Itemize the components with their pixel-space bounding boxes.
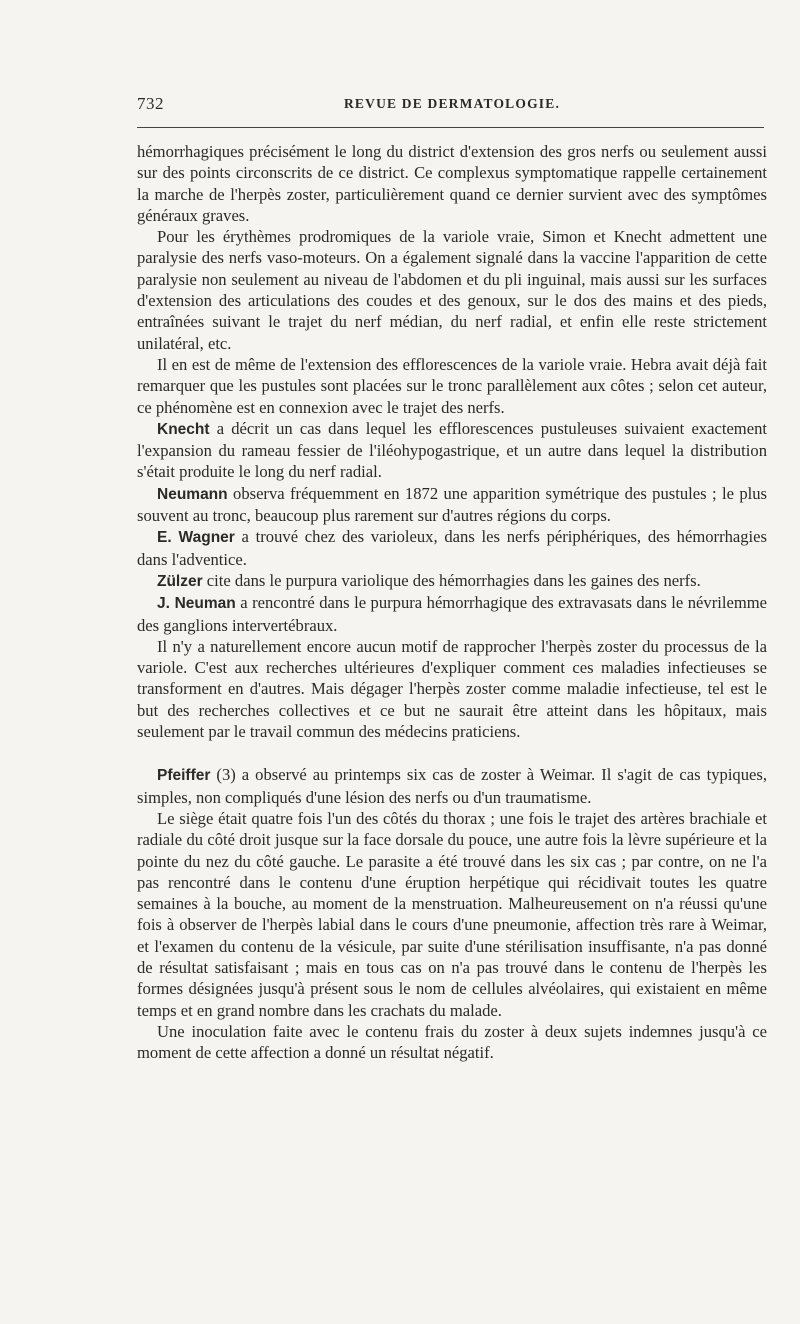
paragraph — [137, 808, 767, 1021]
paragraph-text: Pour les érythèmes prodromiques de la variole vraie, Simon et Knecht admettent une paralysie des nerfs vaso-moteurs. On a également signalé dans la vaccine l'apparition de cette paralysie non seulement au niveau de l'abdomen et du pli inguinal, mais aussi sur les surfaces d'extension des articulations des coudes et des genoux, sur le dos des mains et des pieds, entraînées suivant le trajet du nerf médian, du nerf radial, et enfin elle reste strictement unilatéral, etc. — [137, 227, 767, 353]
paragraph-text: (3) a observé au printemps six cas de zoster à Weimar. Il s'agit de cas typiques, simples, non compliqués d'une lésion des nerfs ou d'un traumatisme. — [137, 765, 767, 807]
paragraph-text: hémorrhagiques précisément le long du district d'extension des gros nerfs ou seulement aussi sur des points circonscrits de ce district. Ce complexus symptomatique rappelle certainement la marche de l'herpès zoster, particulièrement quand ce dernier survient avec des symptômes généraux graves. — [137, 142, 767, 225]
author-name: Neumann — [157, 485, 228, 503]
paragraph — [137, 354, 767, 418]
paragraph — [137, 226, 767, 354]
page-number: 732 — [137, 94, 164, 113]
paragraph — [137, 570, 767, 592]
paragraph-text: a rencontré dans le purpura hémorrhagique des extravasats dans le névrilemme des ganglions intervertébraux. — [137, 593, 767, 635]
section-gap — [137, 742, 767, 764]
paragraph — [137, 1021, 767, 1064]
author-name: E. Wagner — [157, 529, 235, 547]
paragraph-text: Le siège était quatre fois l'un des côtés du thorax ; une fois le trajet des artères brachiale et radiale du côté droit jusque sur la face dorsale du pouce, une autre fois la lèvre supérieure et la pointe du nez du côté gauche. Le parasite a été trouvé dans les six cas ; par contre, on ne l'a pas rencontré dans le contenu d'une éruption herpétique qui récidivait toutes les quatre semaines à la bouche, au moment de la menstruation. Malheureusement on n'a réussi qu'une fois à observer de l'herpès labial dans le cours d'une pneumonie, affection très rare à Weimar, et l'examen du contenu de la vésicule, par suite d'une stérilisation insuffisante, n'a pas donné de résultat satisfaisant ; mais en tous cas on n'a pas trouvé dans le contenu de l'herpès les formes désignées jusqu'à présent sous le nom de cellules alvéolaires, qui existaient en même temps et en grand nombre dans les crachats du malade. — [137, 808, 767, 1020]
author-name: Zülzer — [157, 572, 203, 590]
journal-title: REVUE DE DERMATOLOGIE. — [343, 96, 561, 111]
paragraph-text: observa fréquemment en 1872 une apparition symétrique des pustules ; le plus souvent au tronc, beaucoup plus rarement sur d'autres régions du corps. — [137, 483, 767, 526]
article-body — [137, 141, 767, 1063]
author-name: J. Neuman — [157, 595, 236, 613]
paragraph — [137, 636, 767, 742]
running-head — [137, 94, 767, 116]
paragraph-text: a trouvé chez des varioleux, dans les nerfs périphériques, des hémorrhagies dans l'adventice. — [137, 527, 767, 569]
paragraph — [137, 483, 767, 527]
paragraph — [137, 764, 767, 808]
paragraph — [137, 418, 767, 483]
author-name: Pfeiffer — [157, 767, 211, 785]
paragraph — [137, 592, 767, 636]
paragraph — [137, 526, 767, 570]
paragraph-text: Il en est de même de l'extension des efflorescences de la variole vraie. Hebra avait déjà fait remarquer que les pustules sont placées sur le tronc parallèlement aux côtes ; selon cet auteur, ce phénomène est en connexion avec le trajet des nerfs. — [137, 354, 767, 417]
paragraph-text: a décrit un cas dans lequel les efflorescences pustuleuses suivaient exactement l'expansion du rameau fessier de l'iléohypogastrique, et un autre dans lequel la distribution s'était produite le long du nerf radial. — [137, 418, 767, 482]
paragraph — [137, 141, 767, 226]
paragraph-text: cite dans le purpura variolique des hémorrhagies dans les gaines des nerfs. — [202, 570, 701, 590]
paragraph-text: Une inoculation faite avec le contenu frais du zoster à deux sujets indemnes jusqu'à ce moment de cette affection a donné un résultat négatif. — [137, 1021, 767, 1063]
header-rule — [137, 127, 764, 128]
paragraph-text: Il n'y a naturellement encore aucun motif de rapprocher l'herpès zoster du processus de la variole. C'est aux recherches ultérieures d'expliquer comment ces maladies infectieuses se transforment en d'autres. Mais dégager l'herpès zoster comme maladie infectieuse, tel est le but des recherches collectives et ce but ne saurait être atteint dans les hôpitaux, mais seulement par le travail commun des médecins praticiens. — [137, 636, 767, 742]
author-name: Knecht — [157, 420, 210, 438]
